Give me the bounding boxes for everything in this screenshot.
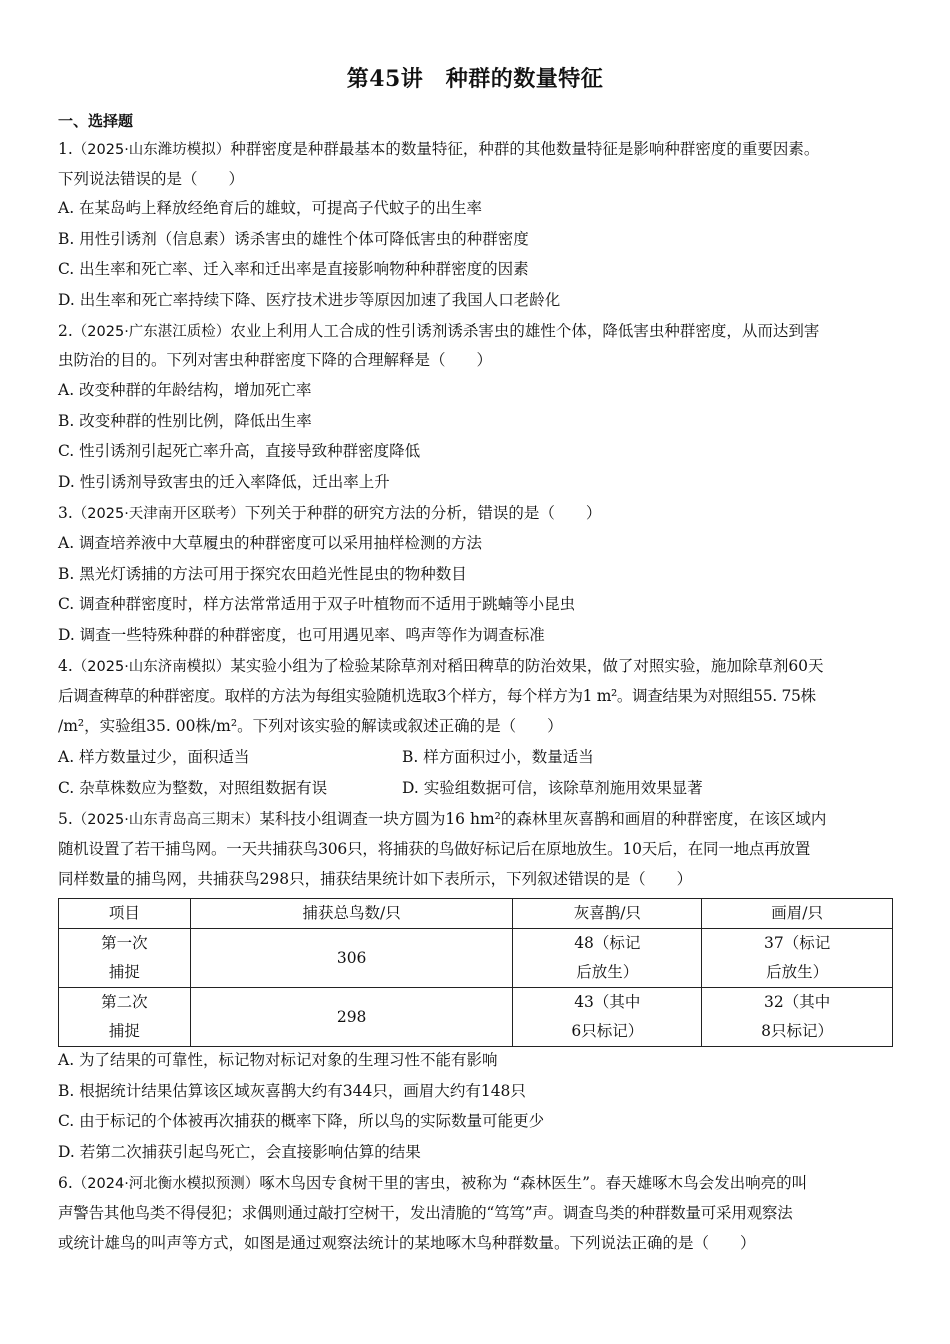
q6-stem-line1 [58,1172,894,1195]
q1-stem-text: 种群密度是种群最基本的数量特征，种群的其他数量特征是影响种群密度的重要因素。 [230,140,820,158]
table-cell-magpie [513,929,702,988]
q3-source: （2025·天津南开区联考） [72,506,245,522]
q5-number: 5. [58,810,73,828]
q4-option-a: A. 样方数量过少，面积适当 [58,748,250,766]
q6-number: 6. [58,1174,73,1192]
q3-option-a: A. 调查培养液中大草履虫的种群密度可以采用抽样检测的方法 [58,534,483,552]
cell-text: 后放生） [576,963,639,981]
q6-stem-line2: 声警告其他鸟类不得侵犯；求偶则通过敲打空树干，发出清脆的“笃笃”声。调查鸟类的种群数量可采用观察法 [58,1204,793,1222]
table-cell-total: 298 [190,988,513,1047]
q1-option-a: A. 在某岛屿上释放经绝育后的雄蚊，可提高子代蚊子的出生率 [58,199,483,217]
q2-option-c: C. 性引诱剂引起死亡率升高，直接导致种群密度降低 [58,442,421,460]
q5-stem-line1 [58,808,894,831]
q2-stem-text: 农业上利用人工合成的性引诱剂诱杀害虫的雄性个体，降低害虫种群密度，从而达到害 [230,322,820,340]
q6-stem-text: 啄木鸟因专食树干里的害虫，被称为 “森林医生”。春天雄啄木鸟会发出响亮的叫 [259,1174,808,1192]
q2-number: 2. [58,322,73,340]
q4-stem-line1 [58,655,894,678]
table-header-cell: 捕获总鸟数/只 [190,899,513,929]
q2-option-b: B. 改变种群的性别比例，降低出生率 [58,412,312,430]
q5-option-d: D. 若第二次捕获引起鸟死亡，会直接影响估算的结果 [58,1143,421,1161]
q4-stem-text: 某实验小组为了检验某除草剂对稻田稗草的防治效果，做了对照实验，施加除草剂60天 [230,657,824,675]
table-header-cell: 项目 [59,899,191,929]
q5-option-a: A. 为了结果的可靠性，标记物对标记对象的生理习性不能有影响 [58,1051,498,1069]
cell-text: 后放生） [766,963,829,981]
cell-text: 第二次 [101,993,148,1011]
table-cell-magpie [513,988,702,1047]
cell-text: 48（标记 [574,934,641,952]
q4-stem-line2: 后调查稗草的种群密度。取样的方法为每组实验随机选取3个样方，每个样方为1 m²。调查结果为对照组55. 75株 [58,687,816,705]
table-row [59,929,893,988]
cell-text: 32（其中 [763,993,831,1011]
table-header-cell: 画眉/只 [702,899,893,929]
q2-stem-line1 [58,320,894,343]
q3-option-b: B. 黑光灯诱捕的方法可用于探究农田趋光性昆虫的物种数目 [58,565,467,583]
q3-stem-text: 下列关于种群的研究方法的分析，错误的是（ ） [244,504,602,522]
q5-option-c: C. 由于标记的个体被再次捕获的概率下降，所以鸟的实际数量可能更少 [58,1112,545,1130]
q6-source: （2024·河北衡水模拟预测） [72,1176,260,1192]
table-cell-label [59,929,191,988]
cell-text: 43（其中 [574,993,641,1011]
table-cell-label [59,988,191,1047]
q2-stem-line2: 虫防治的目的。下列对害虫种群密度下降的合理解释是（ ） [58,351,493,369]
q3-option-d: D. 调查一些特殊种群的种群密度，也可用遇见率、鸣声等作为调查标准 [58,626,545,644]
q2-option-d: D. 性引诱剂导致害虫的迁入率降低，迁出率上升 [58,473,390,491]
q1-number: 1. [58,140,73,158]
capture-table [58,898,893,1047]
cell-text: 37（标记 [763,934,831,952]
q4-stem-line3: /m²，实验组35. 00株/m²。下列对该实验的解读或叙述正确的是（ ） [58,717,563,735]
q1-source: （2025·山东潍坊模拟） [72,142,231,158]
q5-option-b: B. 根据统计结果估算该区域灰喜鹊大约有344只，画眉大约有148只 [58,1082,526,1100]
q4-option-d: D. 实验组数据可信，该除草剂施用效果显著 [402,779,703,797]
table-cell-thrush [702,929,893,988]
q5-stem-line2: 随机设置了若干捕鸟网。一天共捕获鸟306只，将捕获的鸟做好标记后在原地放生。10天后，在同一地点再放置 [58,840,811,858]
q3-option-c: C. 调查种群密度时，样方法常常适用于双子叶植物而不适用于跳蝻等小昆虫 [58,595,576,613]
table-row [59,988,893,1047]
q1-stem-line2: 下列说法错误的是（ ） [58,170,245,188]
cell-text: 第一次 [101,934,148,952]
table-cell-total: 306 [190,929,513,988]
q2-source: （2025·广东湛江质检） [72,324,231,340]
section-heading: 一、选择题 [58,112,134,130]
page-title: 第45讲 种群的数量特征 [346,66,604,92]
q1-stem-line1 [58,138,894,161]
cell-text: 捕捉 [108,1022,140,1040]
q4-source: （2025·山东济南模拟） [72,659,231,675]
cell-text: 捕捉 [108,963,140,981]
q1-option-c: C. 出生率和死亡率、迁入率和迁出率是直接影响物种种群密度的因素 [58,260,529,278]
q3-number: 3. [58,504,73,522]
q4-number: 4. [58,657,73,675]
table-cell-thrush [702,988,893,1047]
cell-text: 8只标记） [761,1022,834,1040]
q5-stem-line3: 同样数量的捕鸟网，共捕获鸟298只，捕获结果统计如下表所示，下列叙述错误的是（ ） [58,870,693,888]
q3-stem-line1 [58,502,894,525]
q1-option-b: B. 用性引诱剂（信息素）诱杀害虫的雄性个体可降低害虫的种群密度 [58,230,529,248]
q1-option-d: D. 出生率和死亡率持续下降、医疗技术进步等原因加速了我国人口老龄化 [58,291,561,309]
q4-option-b: B. 样方面积过小，数量适当 [402,748,594,766]
q4-option-c: C. 杂草株数应为整数，对照组数据有误 [58,779,328,797]
q5-source: （2025·山东青岛高三期末） [72,812,260,828]
table-header-cell: 灰喜鹊/只 [513,899,702,929]
q5-stem-text: 某科技小组调查一块方圆为16 hm²的森林里灰喜鹊和画眉的种群密度，在该区域内 [259,810,827,828]
q6-stem-line3: 或统计雄鸟的叫声等方式，如图是通过观察法统计的某地啄木鸟种群数量。下列说法正确的是（ ） [58,1234,756,1252]
cell-text: 6只标记） [571,1022,644,1040]
q2-option-a: A. 改变种群的年龄结构，增加死亡率 [58,381,312,399]
table-header-row [59,899,893,929]
